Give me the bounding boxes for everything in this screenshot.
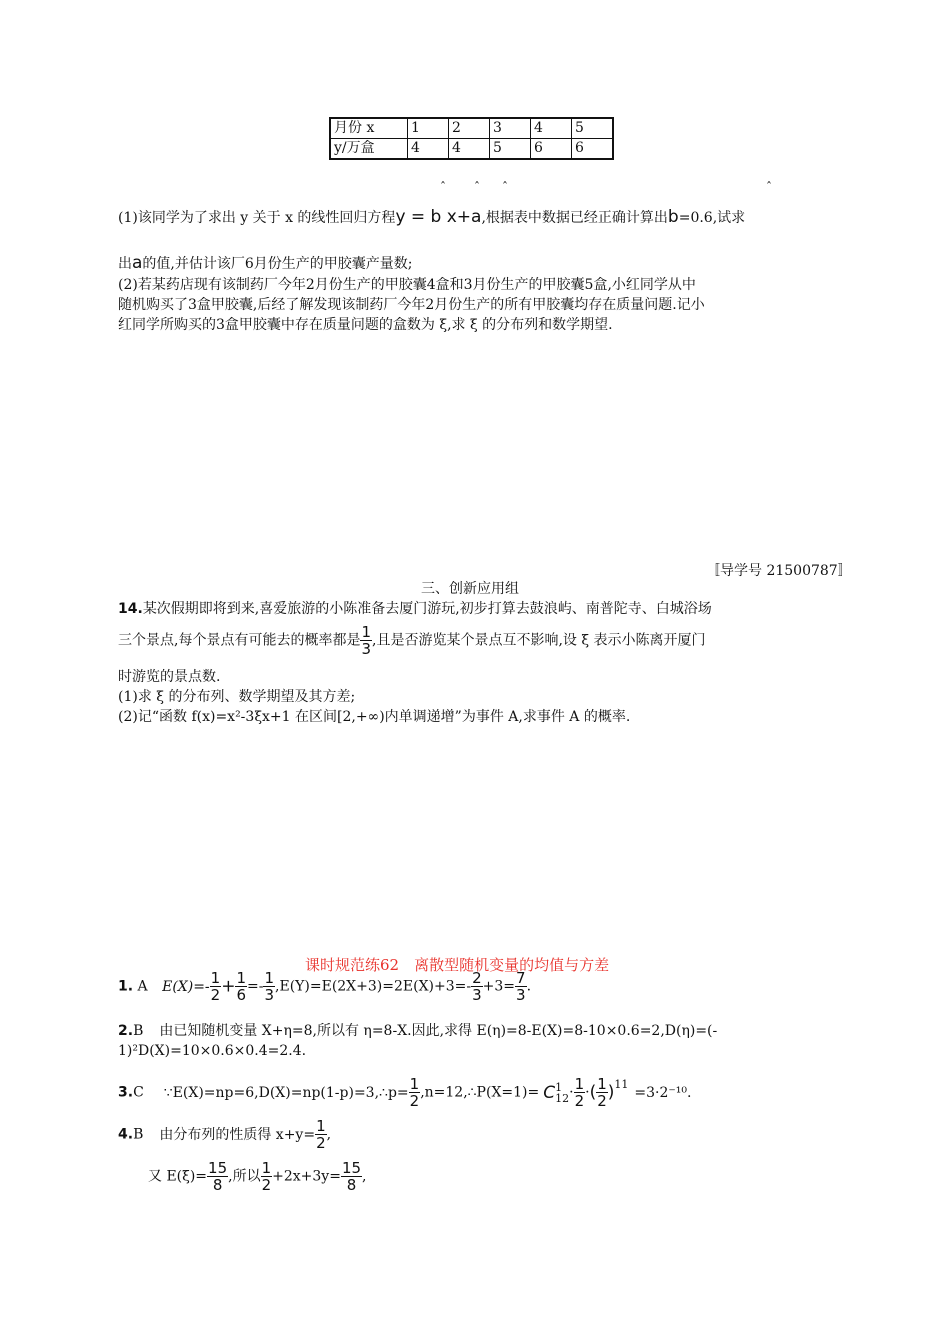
answer-text: E(X)=- xyxy=(162,978,210,995)
answer-2-line2: 1)²D(X)=10×0.6×0.4=2.4. xyxy=(118,1043,307,1059)
table-cell: 4 xyxy=(408,139,449,160)
answer-1 xyxy=(118,970,531,1003)
answer-text: 又 E(ξ)= xyxy=(148,1168,208,1185)
fraction-denominator: 2 xyxy=(409,1092,420,1110)
table-header-cell: 月份 x xyxy=(330,118,408,139)
fraction xyxy=(360,624,372,657)
answer-choice: B xyxy=(133,1126,144,1143)
answer-text: +2x+3y= xyxy=(272,1168,341,1185)
regression-equation: y = b x+a xyxy=(395,207,482,227)
b-hat: b xyxy=(667,207,679,227)
answer-text: +3= xyxy=(482,978,516,995)
q13-text: =0.6,试求 xyxy=(678,210,746,226)
table-cell: 4 xyxy=(449,139,490,160)
fraction-numerator: 1 xyxy=(264,969,275,987)
exponent: 11 xyxy=(614,1078,629,1091)
fraction xyxy=(207,1160,228,1193)
fraction xyxy=(596,1076,608,1109)
q14-line5: (2)记“函数 f(x)=x²-3ξx+1 在区间[2,+∞)内单调递增”为事件 A,求事件 A 的概率. xyxy=(118,709,631,725)
fraction-numerator: 1 xyxy=(316,1117,326,1135)
answer-text: 由已知随机变量 X+η=8,所以有 η=8-X.因此,求得 E(η)=8-E(X)=8-10×0.6=2,D(η)=(- xyxy=(159,1023,718,1039)
q14-line2 xyxy=(118,624,706,657)
fraction-denominator: 3 xyxy=(472,986,482,1004)
answer-text: =3·2⁻¹⁰. xyxy=(634,1084,692,1101)
table-cell: 2 xyxy=(449,118,490,139)
sales-table xyxy=(329,117,614,160)
q13-text: 出 xyxy=(118,256,132,272)
q13-text: (1)该同学为了求出 y 关于 x 的线性回归方程 xyxy=(118,210,396,226)
fraction-numerator: 1 xyxy=(236,969,247,987)
fraction xyxy=(235,970,247,1003)
answer-number: 1. xyxy=(118,978,134,995)
table-row xyxy=(330,139,613,160)
answer-text: . xyxy=(526,978,532,995)
table-cell: 5 xyxy=(490,139,531,160)
answer-text: ∵E(X)=np=6,D(X)=np(1-p)=3,∴p= xyxy=(163,1084,409,1101)
table-cell: 3 xyxy=(490,118,531,139)
q13-part1-line1 xyxy=(118,208,745,227)
fraction xyxy=(210,970,222,1003)
fraction-numerator: 1 xyxy=(574,1075,585,1093)
fraction xyxy=(263,970,275,1003)
a-hat: a xyxy=(132,253,143,273)
answer-choice: B xyxy=(133,1023,144,1039)
q13-part2-line3: 红同学所购买的3盒甲胶囊中存在质量问题的盒数为 ξ,求 ξ 的分布列和数学期望. xyxy=(118,317,613,333)
fraction-denominator: 3 xyxy=(361,640,371,658)
q13-part2-line1: (2)若某药店现有该制药厂今年2月份生产的甲胶囊4盒和3月份生产的甲胶囊5盒,小红同学从中 xyxy=(118,277,696,293)
fraction-denominator: 8 xyxy=(212,1176,223,1194)
fraction-denominator: 8 xyxy=(346,1176,357,1194)
table-cell: 1 xyxy=(408,118,449,139)
fraction-numerator: 1 xyxy=(361,623,371,641)
answer-4-line2 xyxy=(148,1160,367,1193)
q14-line1 xyxy=(118,600,712,618)
fraction-denominator: 2 xyxy=(261,1176,272,1194)
q13-text: ,根据表中数据已经正确计算出 xyxy=(481,210,668,226)
fraction-denominator: 6 xyxy=(236,986,247,1004)
answer-choice: A xyxy=(137,978,148,995)
q14-text: 某次假期即将到来,喜爱旅游的小陈准备去厦门游玩,初步打算去鼓浪屿、南普陀寺、白城浴场 xyxy=(142,601,712,617)
answer-3: 3.C ∵E(X)=np=6,D(X)=np(1-p)=3,∴p= $\frac{1}{2}$ ,n=12,∴P(X=1)= C 1 12 · $\frac{1}{2}$ ·( $\frac{1}{2}$ )$^{11}$ =3·2⁻¹⁰. xyxy=(118,1075,692,1110)
fraction-denominator: 2 xyxy=(597,1092,607,1110)
fraction-denominator: 2 xyxy=(316,1134,326,1152)
answer-text: ,E(Y)=E(2X+3)=2E(X)+3=- xyxy=(275,978,472,995)
fraction xyxy=(409,1076,421,1109)
answer-4-line1 xyxy=(118,1118,331,1151)
section-heading: 三、创新应用组 xyxy=(421,581,519,597)
fraction-numerator: 2 xyxy=(472,969,482,987)
q14-text: 三个景点,每个景点有可能去的概率都是 xyxy=(118,632,361,649)
q14-line3: 时游览的景点数. xyxy=(118,669,221,685)
q13-text: 的值,并估计该厂6月份生产的甲胶囊产量数; xyxy=(142,256,413,272)
answer-text: , xyxy=(326,1126,332,1143)
answer-number: 3. xyxy=(118,1084,134,1101)
answer-choice: C xyxy=(133,1084,144,1101)
answers-title: 课时规范练62 离散型随机变量的均值与方差 xyxy=(305,956,610,974)
answer-text: ,所以 xyxy=(228,1168,261,1185)
answer-text: ,n=12,∴P(X=1)= xyxy=(420,1084,540,1101)
fraction-denominator: 2 xyxy=(574,1092,585,1110)
fraction xyxy=(574,1076,586,1109)
combination-symbol: C xyxy=(543,1082,556,1103)
fraction xyxy=(471,970,483,1003)
fraction-numerator: 1 xyxy=(409,1075,420,1093)
fraction-numerator: 1 xyxy=(261,1159,272,1177)
fraction-numerator: 15 xyxy=(341,1159,362,1177)
table-cell: 4 xyxy=(531,118,572,139)
fraction-numerator: 15 xyxy=(208,1159,228,1177)
fraction-denominator: 3 xyxy=(264,986,275,1004)
table-cell: 6 xyxy=(572,139,614,160)
fraction-numerator: 7 xyxy=(516,969,526,987)
fraction-numerator: 1 xyxy=(597,1075,607,1093)
q14-line4: (1)求 ξ 的分布列、数学期望及其方差; xyxy=(118,689,356,705)
answer-text: , xyxy=(362,1168,367,1185)
fraction xyxy=(515,970,527,1003)
table-header-cell: y/万盒 xyxy=(330,139,408,160)
answer-text: =- xyxy=(247,978,264,995)
fraction-denominator: 3 xyxy=(516,986,526,1004)
guide-number: 〚导学号 21500787〛 xyxy=(706,563,852,579)
fraction xyxy=(261,1160,273,1193)
answer-number: 2. xyxy=(118,1023,134,1039)
fraction-denominator: 2 xyxy=(210,986,221,1004)
combination-sub: 12 xyxy=(555,1091,570,1105)
answer-text: 由分布列的性质得 x+y= xyxy=(159,1126,316,1143)
answer-2-line1 xyxy=(118,1022,717,1040)
q13-part2-line2: 随机购买了3盒甲胶囊,后经了解发现该制药厂今年2月份生产的所有甲胶囊均存在质量问题.记小 xyxy=(118,297,705,313)
table-cell: 6 xyxy=(531,139,572,160)
q14-text: ,且是否游览某个景点互不影响,设 ξ 表示小陈离开厦门 xyxy=(372,632,706,649)
plus-sign: + xyxy=(221,976,236,997)
combination-sup: 1 xyxy=(555,1080,563,1094)
q13-part1-line2 xyxy=(118,254,413,273)
table-row xyxy=(330,118,613,139)
fraction-numerator: 1 xyxy=(210,969,221,987)
answer-number: 4. xyxy=(118,1126,134,1143)
table-cell: 5 xyxy=(572,118,614,139)
question-number: 14. xyxy=(118,601,143,617)
fraction xyxy=(341,1160,362,1193)
fraction xyxy=(315,1118,327,1151)
